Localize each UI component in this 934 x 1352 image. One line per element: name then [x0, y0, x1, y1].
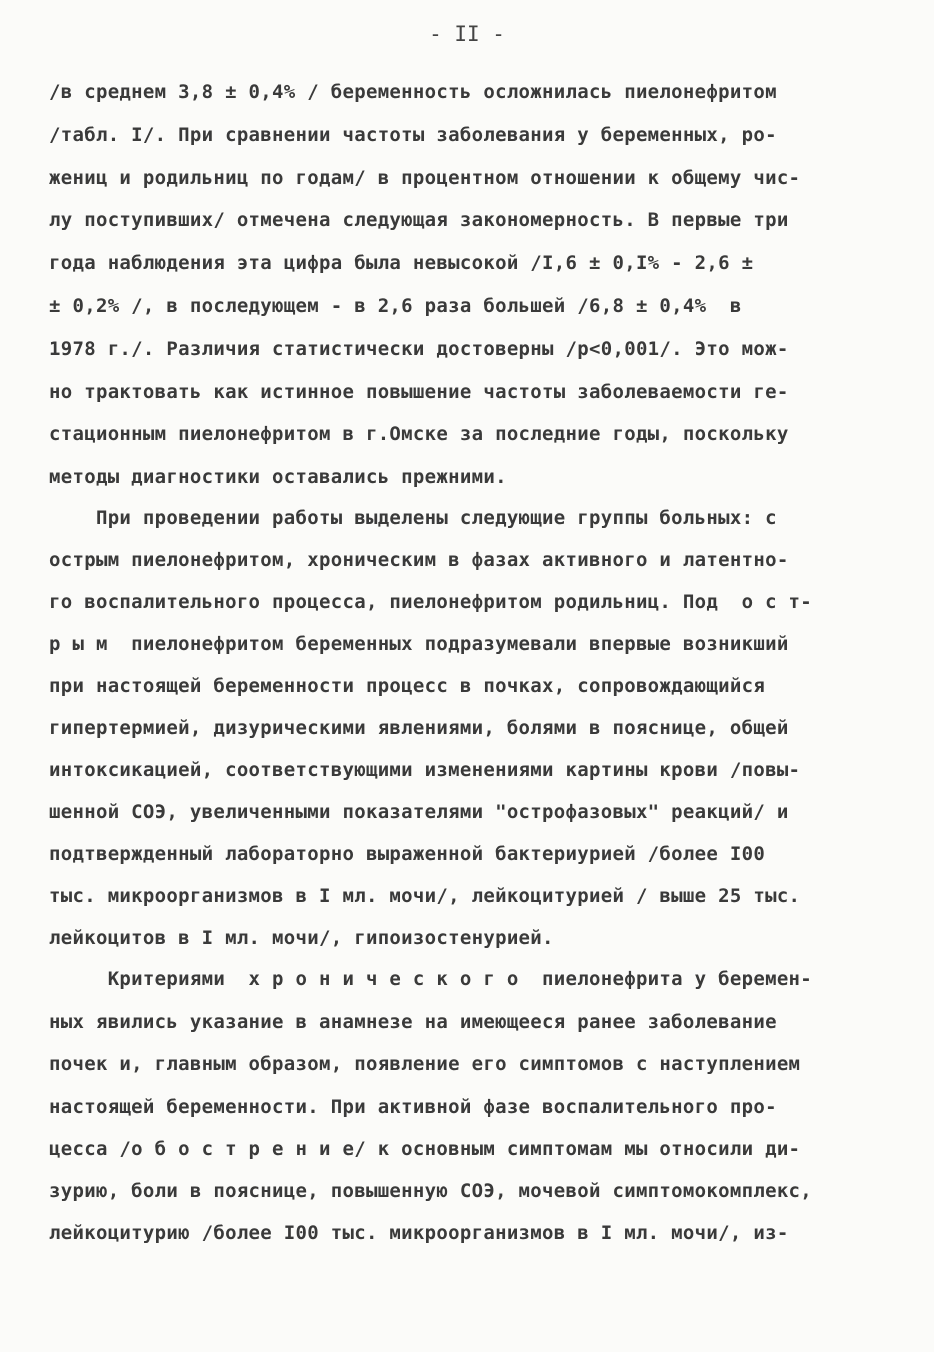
- text-line: лейкоцитов в I мл. мочи/, гипоизостенурией.: [49, 927, 554, 949]
- text-line: жениц и родильниц по годам/ в процентном отношении к общему чис-: [49, 167, 801, 189]
- text-line: лейкоцитурию /более I00 тыс. микроорганизмов в I мл. мочи/, из-: [49, 1222, 789, 1244]
- text-line: /табл. I/. При сравнении частоты заболевания у беременных, ро-: [49, 124, 777, 146]
- text-line: зурию, боли в пояснице, повышенную СОЭ, мочевой симптомокомплекс,: [49, 1180, 813, 1202]
- text-line: стационным пиелонефритом в г.Омске за последние годы, поскольку: [49, 423, 789, 445]
- text-line: года наблюдения эта цифра была невысокой /I,6 ± 0,I% - 2,6 ±: [49, 252, 754, 274]
- text-line: лу поступивших/ отмечена следующая закономерность. В первые три: [49, 209, 789, 231]
- text-line: При проведении работы выделены следующие группы больных: с: [49, 507, 777, 529]
- text-line: Критериями х р о н и ч е с к о г о пиелонефрита у беремен-: [49, 968, 813, 990]
- text-line: гипертермией, дизурическими явлениями, болями в пояснице, общей: [49, 717, 789, 739]
- text-line: настоящей беременности. При активной фазе воспалительного про-: [49, 1096, 777, 1118]
- text-line: го воспалительного процесса, пиелонефритом родильниц. Под о с т-: [49, 591, 813, 613]
- text-line: цесса /о б о с т р е н и е/ к основным симптомам мы относили ди-: [49, 1138, 801, 1160]
- page-number: - II -: [429, 22, 505, 46]
- text-line: интоксикацией, соответствующими изменениями картины крови /повы-: [49, 759, 801, 781]
- text-line: почек и, главным образом, появление его симптомов с наступлением: [49, 1053, 801, 1075]
- text-line: шенной СОЭ, увеличенными показателями "острофазовых" реакций/ и: [49, 801, 789, 823]
- text-line: 1978 г./. Различия статистически достоверны /р<0,001/. Это мож-: [49, 338, 789, 360]
- text-line: при настоящей беременности процесс в почках, сопровождающийся: [49, 675, 766, 697]
- text-line: методы диагностики оставались прежними.: [49, 466, 507, 488]
- text-line: подтвержденный лабораторно выраженной бактериурией /более I00: [49, 843, 766, 865]
- text-line: р ы м пиелонефритом беременных подразумевали впервые возникший: [49, 633, 789, 655]
- text-line: ± 0,2% /, в последующем - в 2,6 раза большей /6,8 ± 0,4% в: [49, 295, 742, 317]
- text-line: ных явились указание в анамнезе на имеющееся ранее заболевание: [49, 1011, 777, 1033]
- text-line: тыс. микроорганизмов в I мл. мочи/, лейкоцитурией / выше 25 тыс.: [49, 885, 801, 907]
- text-line: но трактовать как истинное повышение частоты заболеваемости ге-: [49, 381, 789, 403]
- text-line: острым пиелонефритом, хроническим в фазах активного и латентно-: [49, 549, 789, 571]
- text-line: /в среднем 3,8 ± 0,4% / беременность осложнилась пиелонефритом: [49, 81, 777, 103]
